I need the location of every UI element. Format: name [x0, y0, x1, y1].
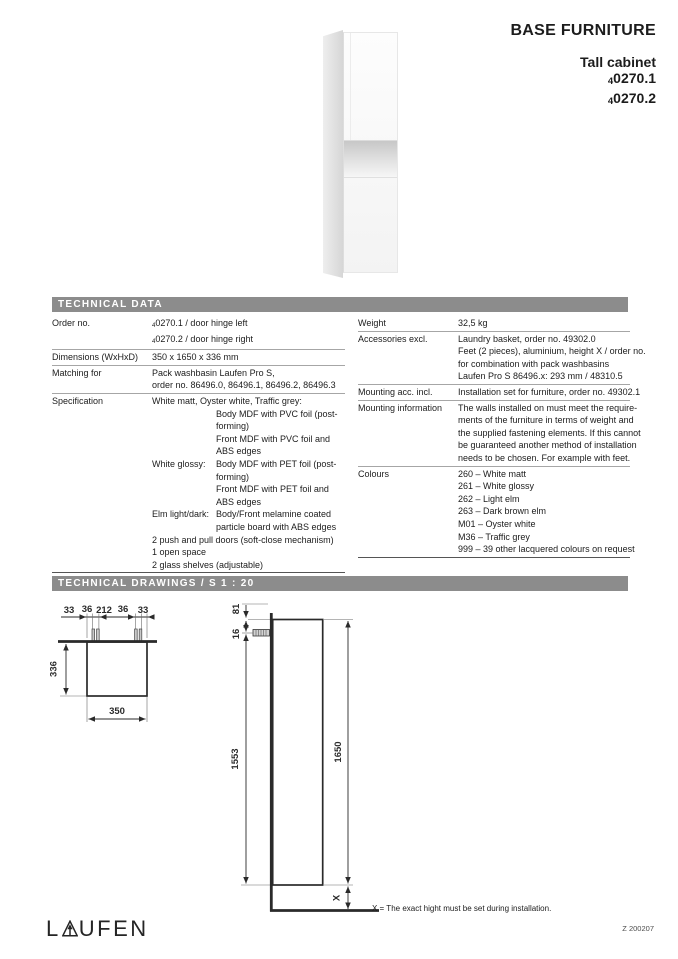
value-line: Pack washbasin Laufen Pro S,: [152, 367, 275, 378]
doc-code: Z 200207: [622, 924, 654, 933]
row-label: Colours: [358, 468, 390, 479]
dim-label-16: 16: [231, 628, 242, 640]
technical-drawings-bar: TECHNICAL DRAWINGS / S 1 : 20: [52, 576, 628, 591]
order-number-2: 40270.2: [607, 90, 656, 107]
dim-label-33-right: 33: [137, 605, 149, 616]
laufen-delta-icon: [62, 920, 78, 937]
cabinet-outline-side-view: [273, 620, 323, 886]
cabinet-door-lower: [344, 178, 397, 272]
value-line: 1 open space: [152, 547, 207, 558]
value-line: 40270.2 / door hinge right: [152, 333, 253, 345]
dim-label-212: 212: [96, 605, 112, 616]
value-line: ments of the furniture in terms of weight and: [458, 415, 634, 426]
row-label: Accessories excl.: [358, 333, 428, 344]
row-label: Mounting information: [358, 402, 443, 413]
value-line: Elm light/dark: Body/Front melamine coated: [152, 509, 332, 520]
cabinet-side-face: [323, 30, 343, 278]
order-number-1: 40270.1: [607, 70, 656, 87]
product-photo: [296, 12, 444, 284]
product-title: Tall cabinet: [580, 54, 656, 70]
row-order-no: [52, 316, 345, 350]
value-line: particle board with ABS edges: [216, 521, 337, 532]
row-mounting-info: [358, 401, 641, 467]
value-line: 350 x 1650 x 336 mm: [152, 352, 239, 363]
value-line: Installation set for furniture, order no. 49302.1: [458, 386, 641, 397]
value-line: ABS edges: [216, 446, 262, 457]
dim-label-36-right: 36: [117, 604, 129, 615]
wall-screw-icon: [135, 629, 138, 642]
dim-label-36-left: 36: [81, 604, 93, 615]
value-line: 260 – White matt: [458, 468, 527, 479]
value-line: order no. 86496.0, 86496.1, 86496.2, 86496.3: [152, 380, 336, 391]
wall-screw-icon: [92, 629, 95, 642]
value-line: M01 – Oyster white: [458, 518, 536, 529]
row-mounting-acc: [358, 385, 641, 401]
cabinet-open-shelf: [344, 141, 397, 178]
value-line: ABS edges: [216, 496, 262, 507]
row-label: Order no.: [52, 318, 91, 328]
value-line: forming): [216, 471, 250, 482]
dim-label-336: 336: [48, 661, 60, 677]
wall-screw-icon: [139, 629, 142, 642]
dim-label-81: 81: [231, 603, 242, 615]
dim-label-1553: 1553: [230, 748, 241, 770]
value-line: 263 – Dark brown elm: [458, 506, 547, 517]
cabinet-outline-top-view: [87, 642, 147, 696]
row-specification: [52, 394, 345, 573]
installation-note: X = The exact hight must be set during installation.: [372, 904, 552, 913]
value-line: Feet (2 pieces), aluminium, height X / order no.: [458, 346, 646, 357]
value-line: for combination with pack washbasins: [458, 358, 610, 369]
row-label: Specification: [52, 395, 104, 406]
value-line: M36 – Traffic grey: [458, 531, 530, 542]
row-label: Matching for: [52, 367, 102, 378]
side-view-drawing: [228, 596, 383, 946]
value-line: the supplied fastening elements. If this cannot: [458, 427, 641, 438]
row-accessories: [358, 332, 646, 385]
value-line: White matt, Oyster white, Traffic grey:: [152, 395, 302, 406]
technical-data-bar: TECHNICAL DATA: [52, 297, 628, 312]
dim-label-33-left: 33: [63, 605, 75, 616]
value-line: The walls installed on must meet the require-: [458, 402, 638, 413]
row-label: Weight: [358, 318, 386, 328]
value-line: needs to be chosen. For example with feet.: [458, 452, 631, 463]
cabinet-front-face: [343, 32, 398, 273]
value-line: Laundry basket, order no. 49302.0: [458, 333, 596, 344]
technical-data-right-table: [358, 316, 646, 558]
value-line: 262 – Light elm: [458, 493, 520, 504]
value-line: 32,5 kg: [458, 318, 488, 328]
value-line: 40270.1 / door hinge left: [152, 318, 248, 329]
header-block: [510, 22, 656, 110]
dim-label-x: X: [331, 894, 343, 902]
value-line: be guaranteed another method of installation: [458, 440, 637, 451]
value-line: 999 – 39 other lacquered colours on request: [458, 544, 635, 555]
top-view-drawing: [45, 596, 180, 736]
row-label: Dimensions (WxHxD): [52, 352, 139, 363]
row-dimensions: [52, 350, 345, 366]
category-title: BASE FURNITURE: [510, 22, 656, 39]
dim-label-1650: 1650: [333, 741, 344, 763]
row-label: Mounting acc. incl.: [358, 386, 433, 397]
value-line: forming): [216, 421, 250, 432]
wall-screw-icon: [97, 629, 100, 642]
laufen-logo: L UFEN: [46, 916, 149, 941]
technical-data-left-table: [52, 316, 345, 573]
row-colours: [358, 467, 635, 558]
value-line: 2 glass shelves (adjustable): [152, 559, 264, 570]
row-weight: [358, 316, 630, 332]
cabinet-door-seam: [350, 33, 351, 140]
value-line: Body MDF with PVC foil (post-: [216, 408, 338, 419]
value-line: Front MDF with PVC foil and: [216, 433, 331, 444]
value-line: 2 push and pull doors (soft-close mechanism): [152, 534, 334, 545]
dim-label-350: 350: [109, 706, 125, 717]
cabinet-door-upper: [344, 33, 397, 141]
value-line: Front MDF with PET foil and: [216, 484, 329, 495]
value-line: 261 – White glossy: [458, 481, 535, 492]
value-line: Laufen Pro S 86496.x: 293 mm / 48310.5: [458, 371, 623, 382]
row-matching-for: [52, 366, 345, 394]
value-line: White glossy: Body MDF with PET foil (post-: [152, 458, 337, 469]
